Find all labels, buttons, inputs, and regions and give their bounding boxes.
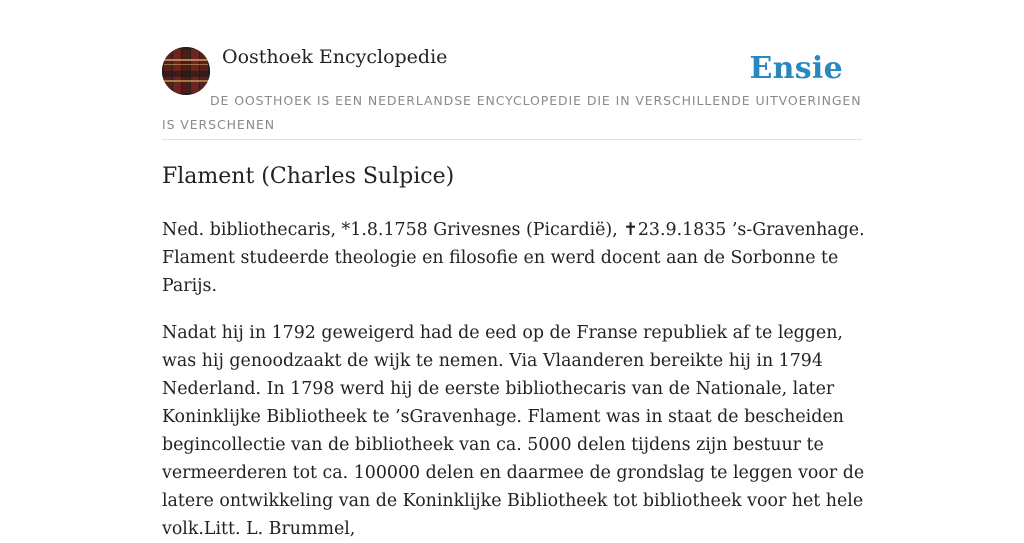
site-header (162, 0, 862, 140)
book-spines-icon (162, 47, 210, 95)
brand-logo-link[interactable]: Ensie (749, 51, 843, 86)
page-container (162, 0, 865, 539)
article-paragraph-1: Ned. bibliothecaris, *1.8.1758 Grivesnes (Picardië), ✝23.9.1835 ’s-Gravenhage. Flament studeerde theologie en filosofie en werd docent aan de Sorbonne te Parijs. (162, 220, 865, 296)
article-paragraph-2: Nadat hij in 1792 geweigerd had de eed op de Franse republiek af te leggen, was hij genoodzaakt de wijk te nemen. Via Vlaanderen bereikte hij in 1794 Nederland. In 1798 werd hij de eerste bibliothecaris van de Nationale, later Koninklijke Bibliotheek te ’sGravenhage. Flament was in staat de bescheiden begincollectie van de bibliotheek van ca. 5000 delen tijdens zijn bestuur te vermeerderen tot ca. 100000 delen en daarmee de grondslag te leggen voor de latere ontwikkeling van de Koninklijke Bibliotheek tot bibliotheek voor het hele volk.Litt. L. Brummel, (162, 323, 865, 539)
site-avatar[interactable] (162, 47, 210, 95)
site-name-link[interactable]: Oosthoek Encyclopedie (222, 46, 448, 68)
article-title: Flament (Charles Sulpice) (162, 164, 455, 189)
site-tagline: DE OOSTHOEK IS EEN NEDERLANDSE ENCYCLOPEDIE DIE IN VERSCHILLENDE UITVOERINGEN IS VERSCHENEN (162, 93, 862, 132)
